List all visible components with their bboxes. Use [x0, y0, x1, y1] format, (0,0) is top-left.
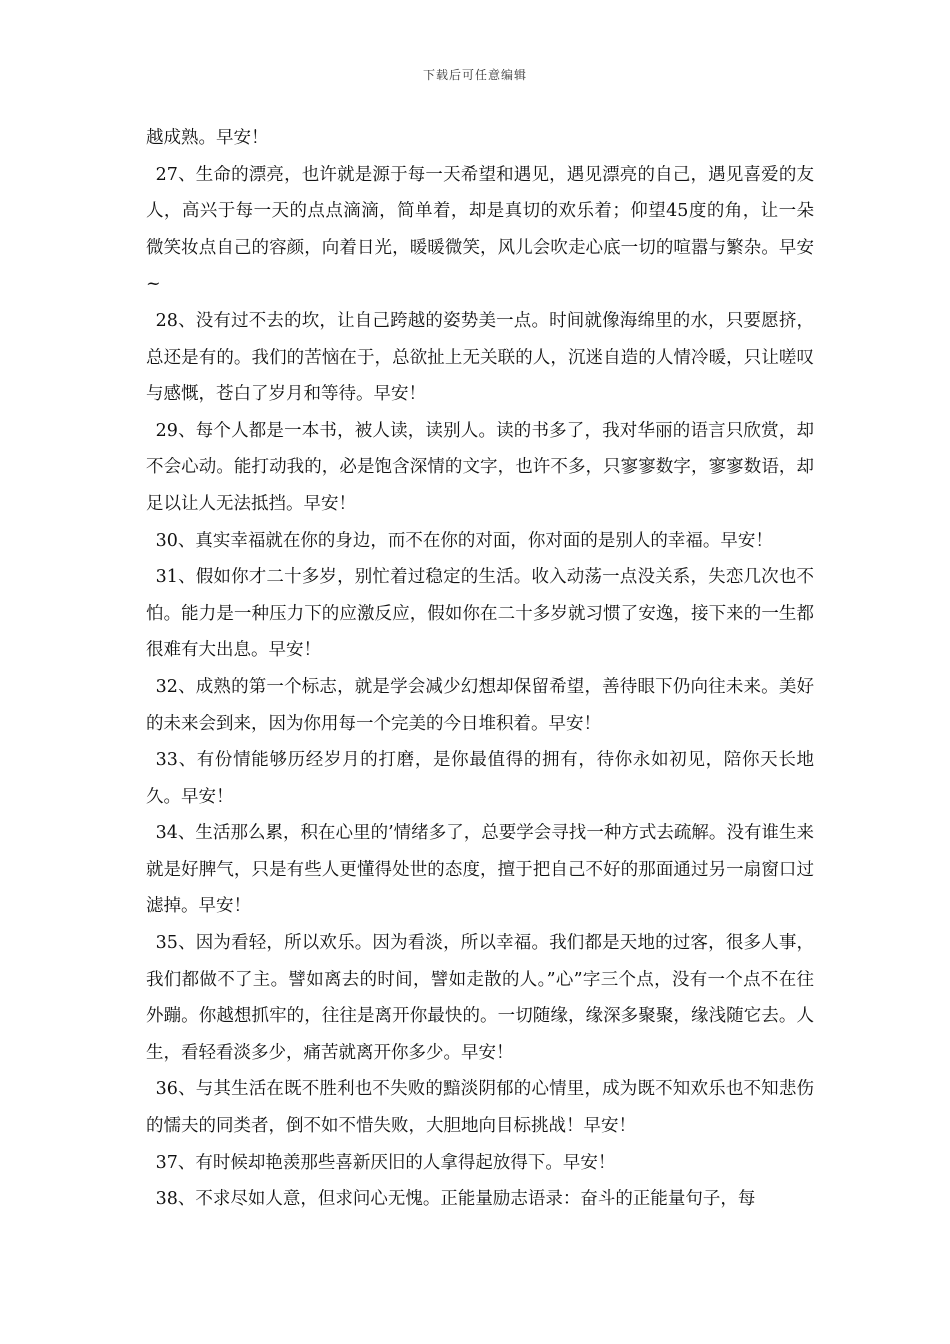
paragraph-28: 28、没有过不去的坎，让自己跨越的姿势美一点。时间就像海绵里的水，只要愿挤，总还是有的。我们的苦恼在于，总欲扯上无关联的人，沉迷自造的人情冷暖，只让嗟叹与感慨，苍白了岁月和等待。早安！ [146, 310, 814, 405]
paragraph-31: 31、假如你才二十多岁，别忙着过稳定的生活。收入动荡一点没关系，失恋几次也不怕。能力是一种压力下的应激反应，假如你在二十多岁就习惯了安逸，接下来的一生都很难有大出息。早安！ [146, 567, 814, 661]
paragraph-35: 35、因为看轻，所以欢乐。因为看淡，所以幸福。我们都是天地的过客，很多人事，我们都做不了主。譬如离去的时间，譬如走散的人。”心”字三个点，没有一个点不在往外蹦。你越想抓牢的，往往是离开你最快的。一切随缘，缘深多聚聚，缘浅随它去。人生，看轻看淡多少，痛苦就离开你多少。早安！ [146, 933, 814, 1063]
paragraph-36: 36、与其生活在既不胜利也不失败的黯淡阴郁的心情里，成为既不知欢乐也不知悲伤的懦夫的同类者，倒不如不惜失败，大胆地向目标挑战！早安！ [146, 1079, 814, 1137]
document-body [146, 120, 814, 1218]
paragraph-38: 38、不求尽如人意，但求问心无愧。正能量励志语录：奋斗的正能量句子，每 [155, 1189, 756, 1210]
paragraph-27: 27、生命的漂亮，也许就是源于每一天希望和遇见，遇见漂亮的自己，遇见喜爱的友人，高兴于每一天的点点滴滴，简单着，却是真切的欢乐着；仰望45度的角，让一朵微笑妆点自己的容颜，向着日光，暖暖微笑，风儿会吹走心底一切的喧嚣与繁杂。早安~ [146, 164, 814, 295]
paragraph-continuation: 越成熟。早安！ [146, 128, 269, 148]
page-header: 下载后可任意编辑 [422, 68, 527, 82]
paragraph-32: 32、成熟的第一个标志，就是学会减少幻想却保留希望，善待眼下仍向往未来。美好的未来会到来，因为你用每一个完美的今日堆积着。早安！ [146, 676, 814, 734]
paragraph-29: 29、每个人都是一本书，被人读，读别人。读的书多了，我对华丽的语言只欣赏，却不会心动。能打动我的，必是饱含深情的文字，也许不多，只寥寥数字，寥寥数语，却足以让人无法抵挡。早安！ [146, 420, 814, 514]
paragraph-30: 30、真实幸福就在你的身边，而不在你的对面，你对面的是别人的幸福。早安！ [155, 530, 773, 551]
paragraph-34: 34、生活那么累，积在心里的’情绪多了，总要学会寻找一种方式去疏解。没有谁生来就是好脾气，只是有些人更懂得处世的态度，擅于把自己不好的那面通过另一扇窗口过滤掉。早安！ [146, 823, 814, 917]
paragraph-37: 37、有时候却艳羡那些喜新厌旧的人拿得起放得下。早安！ [155, 1152, 616, 1173]
paragraph-33: 33、有份情能够历经岁月的打磨，是你最值得的拥有，待你永如初见，陪你天长地久。早安！ [146, 750, 814, 807]
